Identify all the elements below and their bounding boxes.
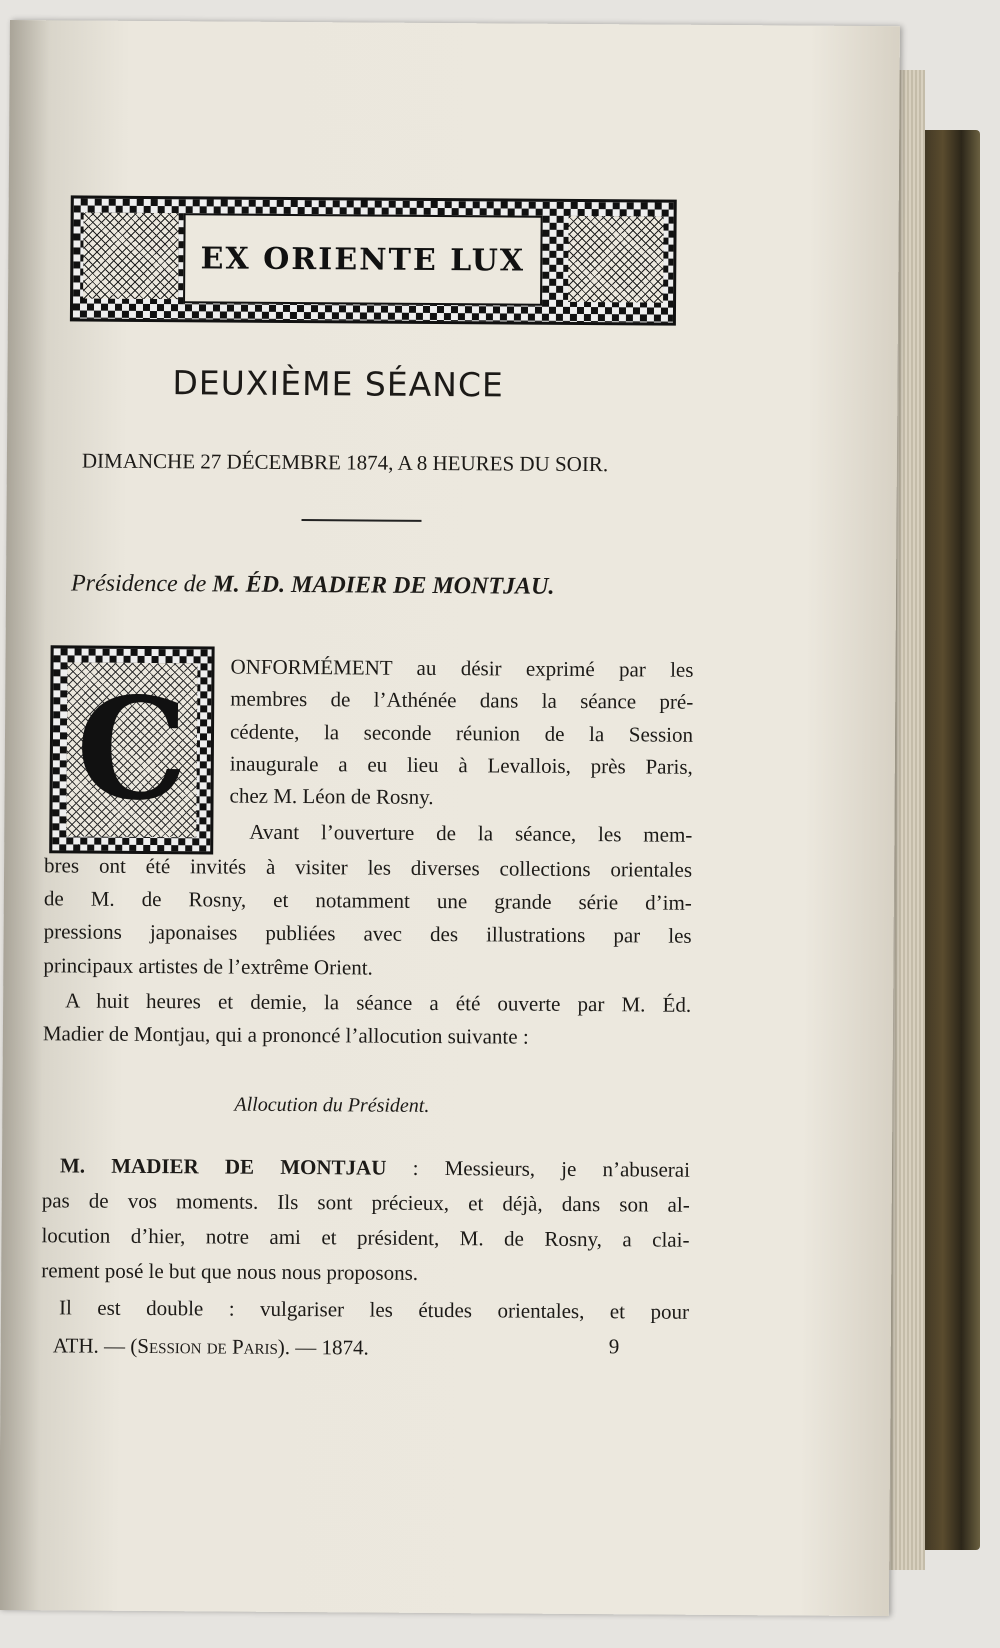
session-date: DIMANCHE 27 DÉCEMBRE 1874, A 8 HEURES DU SOIR. (81, 448, 609, 477)
text-line: inaugurale a eu lieu à Levallois, près Paris, (229, 751, 693, 779)
banner-ornament-right (568, 216, 664, 303)
presidence-prefix: Présidence de (70, 570, 207, 598)
speaker-name: M. MADIER DE MONTJAU (59, 1153, 387, 1180)
text-line: ONFORMÉMENT au désir exprimé par les (230, 654, 694, 682)
text-line: Il est double : vulgariser les études orientales, et pour (58, 1295, 690, 1324)
book-spine (918, 130, 980, 1550)
text-line: rement posé le but que nous nous proposons. (41, 1258, 419, 1285)
drop-cap-letter: C (75, 667, 189, 833)
president-name: M. ÉD. MADIER DE MONTJAU. (212, 571, 555, 600)
text-line: membres de l’Athénée dans la séance pré- (230, 686, 694, 714)
banner-center (183, 213, 543, 306)
text-line: Madier de Montjau, qui a prononcé l’allocution suivante : (42, 1021, 529, 1049)
text-line: chez M. Léon de Rosny. (229, 783, 434, 809)
divider (302, 519, 422, 522)
text-line: locution d’hier, notre ami et président, M. de Rosny, a clai- (41, 1223, 690, 1252)
presidence-line (71, 570, 555, 600)
running-footer: ATH. — (Session de Paris). — 1874. (52, 1333, 369, 1360)
text-line: cédente, la seconde réunion de la Session (229, 719, 694, 747)
page-number: 9 (608, 1334, 620, 1359)
speech-first-line (60, 1153, 690, 1182)
text-line: A huit heures et demie, la séance a été ouverte par M. Éd. (65, 988, 692, 1017)
page-title: DEUXIÈME SÉANCE (172, 363, 504, 405)
banner-ornament-left (83, 213, 179, 300)
text-line: pressions japonaises publiées avec des illustrations par les (43, 919, 692, 948)
drop-cap-inner (66, 662, 197, 837)
speech-text: : Messieurs, je n’abuserai (412, 1155, 691, 1182)
subheading: Allocution du Président. (234, 1093, 430, 1117)
text-line: pas de vos moments. Ils sont précieux, et déjà, dans son al- (41, 1188, 690, 1217)
book-page (0, 20, 900, 1616)
text-line: bres ont été invités à visiter les diverses collections orientales (44, 853, 693, 882)
text-line: de M. de Rosny, et notamment une grande série d’im- (43, 886, 692, 915)
drop-cap-ornament (49, 645, 214, 854)
text-line: principaux artistes de l’extrême Orient. (43, 953, 373, 980)
ornamental-banner (70, 195, 677, 325)
banner-text: EX ORIENTE LUX (200, 240, 526, 279)
text-line: Avant l’ouverture de la séance, les mem- (249, 819, 693, 847)
